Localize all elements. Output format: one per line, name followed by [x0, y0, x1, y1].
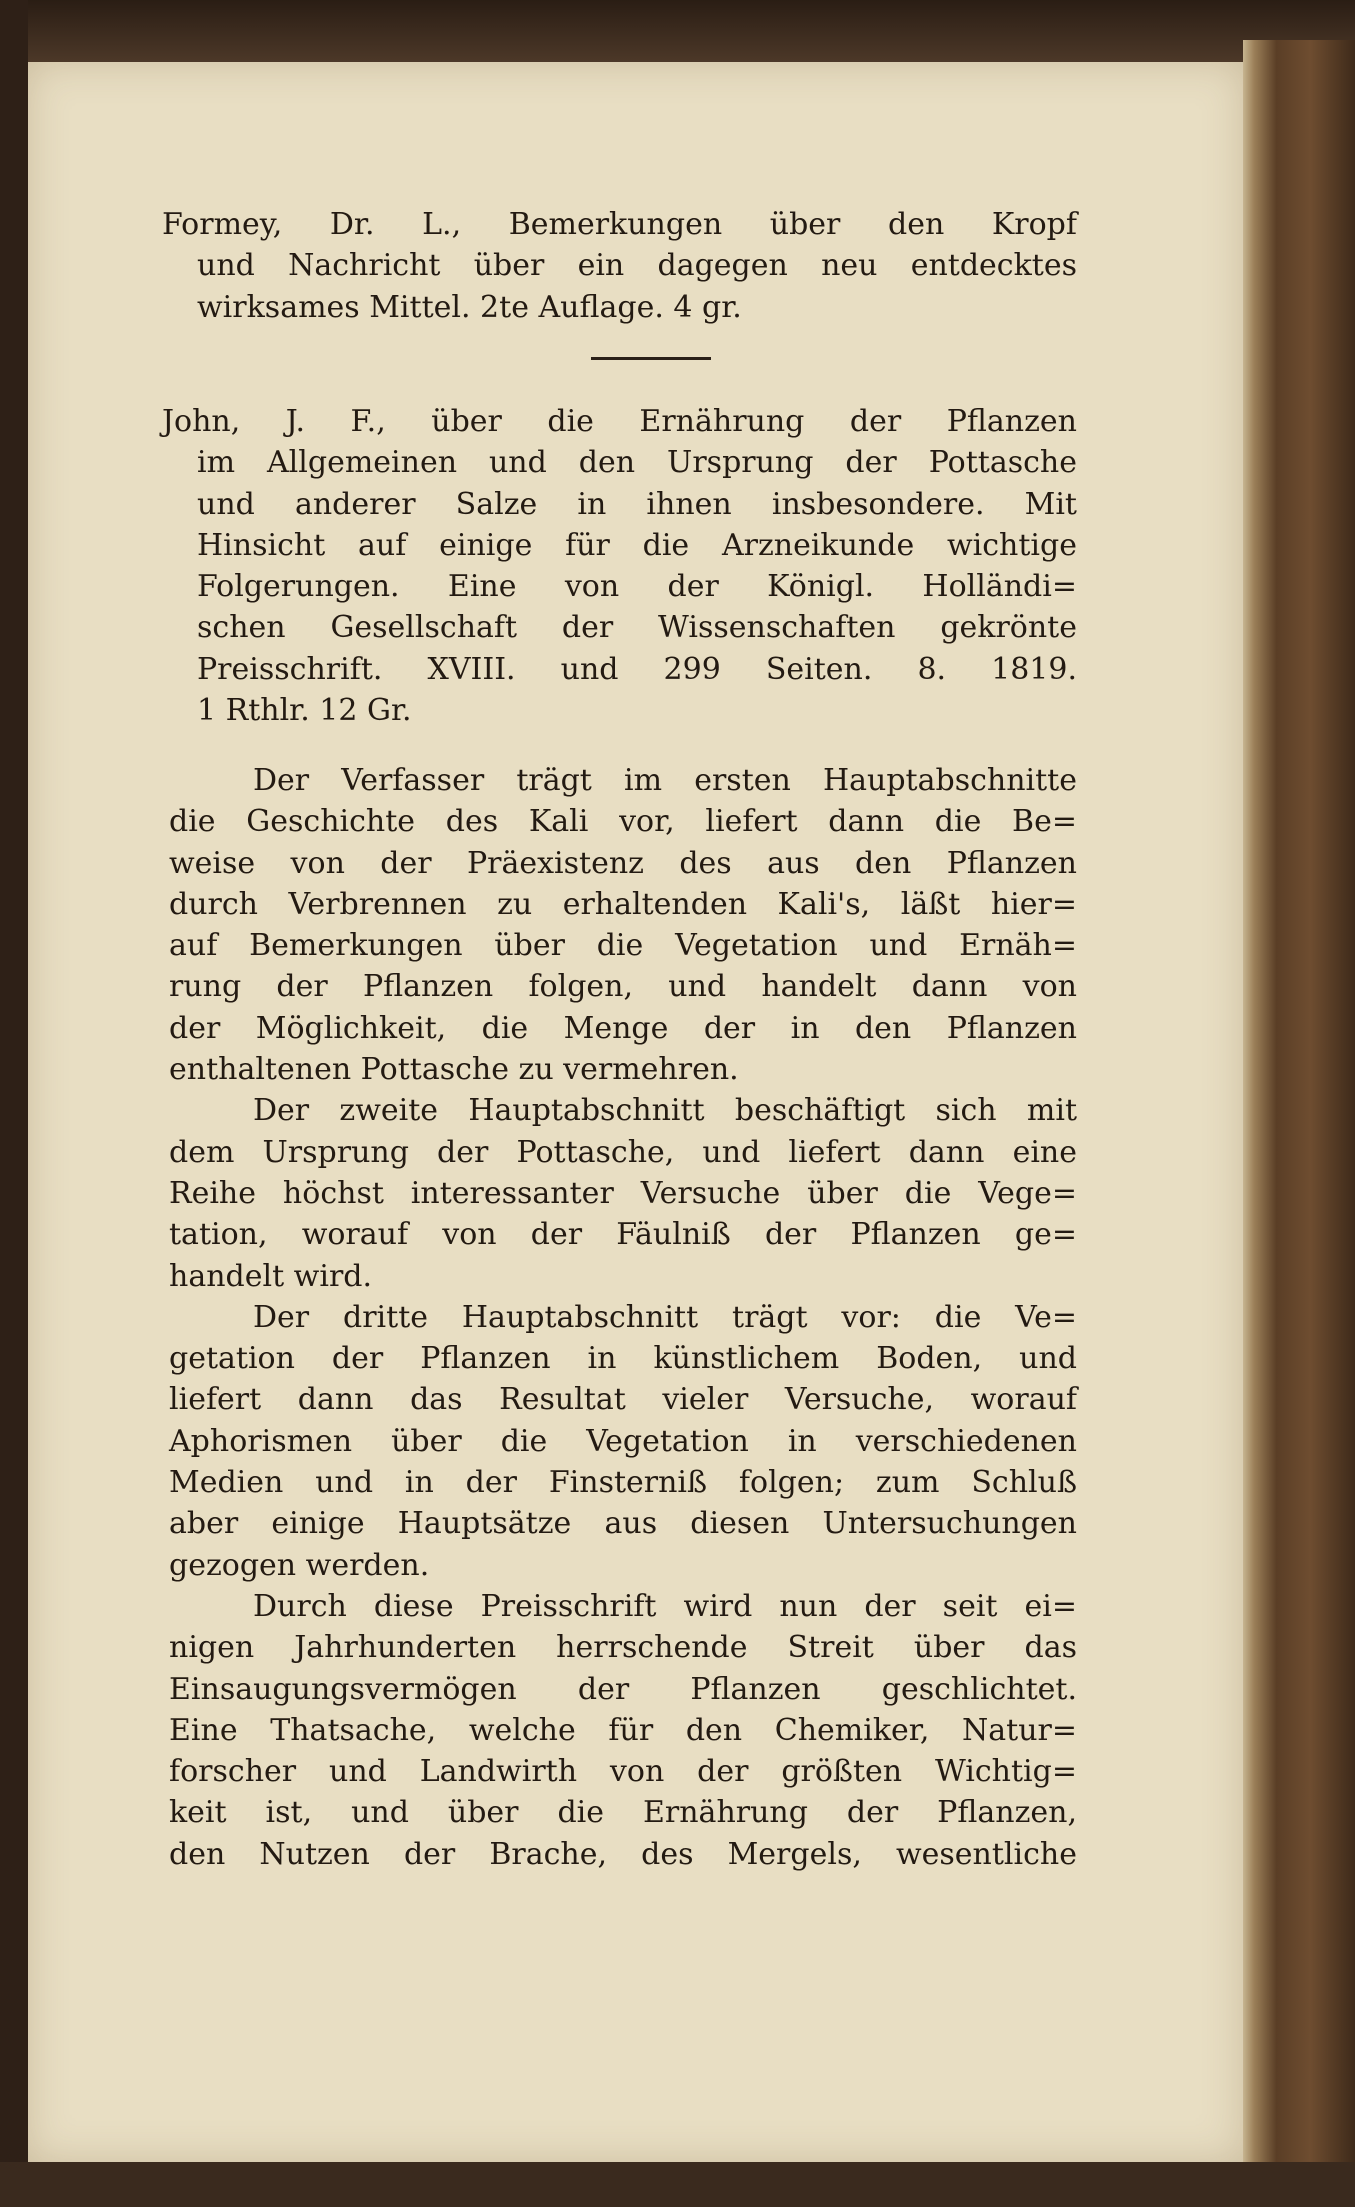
entry-formey: [162, 204, 1077, 328]
paragraph-line: Einsaugungsvermögen der Pflanzen geschlichtet.: [169, 1671, 1077, 1707]
paragraph-line: durch Verbrennen zu erhaltenden Kali's, läßt hier=: [169, 886, 1077, 922]
paragraph-line: Eine Thatsache, welche für den Chemiker, Natur=: [169, 1712, 1077, 1748]
paragraph-line: weise von der Präexistenz des aus den Pflanzen: [169, 845, 1077, 881]
entry-line: im Allgemeinen und den Ursprung der Pottasche: [197, 445, 1077, 481]
entry-line: Preisschrift. XVIII. und 299 Seiten. 8. 1819.: [197, 651, 1077, 687]
paragraph-line: liefert dann das Resultat vieler Versuche, worauf: [169, 1382, 1077, 1418]
paragraph-line: den Nutzen der Brache, des Mergels, wesentliche: [169, 1836, 1077, 1872]
entry-line: und Nachricht über ein dagegen neu entdecktes: [197, 248, 1077, 284]
entry-heading-line: Formey, Dr. L., Bemerkungen über den Kropf: [162, 207, 1077, 242]
entry-john: [162, 401, 1077, 731]
paragraph-line: keit ist, und über die Ernährung der Pflanzen,: [169, 1795, 1077, 1831]
entry-line: 1 Rthlr. 12 Gr.: [197, 693, 412, 729]
entry-line: wirksames Mittel. 2te Auflage. 4 gr.: [197, 289, 742, 325]
paragraph-line: getation der Pflanzen in künstlichem Boden, und: [169, 1341, 1077, 1377]
paragraph-line: die Geschichte des Kali vor, liefert dann die Be=: [169, 804, 1077, 840]
paragraph-line: Der Verfasser trägt im ersten Hauptabschnitte: [253, 763, 1077, 798]
paragraph-line: nigen Jahrhunderten herrschende Streit über das: [169, 1630, 1077, 1666]
paragraph-line: Reihe höchst interessanter Versuche über die Vege=: [169, 1175, 1077, 1211]
book-right-edge: [1243, 40, 1355, 2207]
paragraph-line: Medien und in der Finsterniß folgen; zum Schluß: [169, 1465, 1077, 1501]
book-top-edge: [0, 0, 1355, 62]
entry-line: und anderer Salze in ihnen insbesondere. Mit: [197, 486, 1077, 522]
paragraph-line: enthaltenen Pottasche zu vermehren.: [169, 1052, 739, 1088]
paragraph-line: forscher und Landwirth von der größten Wichtig=: [169, 1754, 1077, 1790]
entry-line: Folgerungen. Eine von der Königl. Holländi=: [197, 569, 1077, 605]
paragraph-line: aber einige Hauptsätze aus diesen Untersuchungen: [169, 1506, 1077, 1542]
paragraph-line: Der zweite Hauptabschnitt beschäftigt sich mit: [253, 1093, 1077, 1129]
paragraph-line: rung der Pflanzen folgen, und handelt dann von: [169, 969, 1077, 1005]
paragraph-line: auf Bemerkungen über die Vegetation und Ernäh=: [169, 928, 1077, 964]
paragraph-line: tation, worauf von der Fäulniß der Pflanzen ge=: [169, 1217, 1077, 1253]
entry-heading-line: John, J. F., über die Ernährung der Pflanzen: [162, 404, 1077, 439]
paragraph-line: der Möglichkeit, die Menge der in den Pflanzen: [169, 1010, 1077, 1046]
book-bottom-edge: [0, 2162, 1355, 2207]
separator-rule: [591, 357, 711, 360]
review-text: [169, 760, 1077, 1875]
entry-line: schen Gesellschaft der Wissenschaften gekrönte: [197, 610, 1077, 646]
paragraph-line: Aphorismen über die Vegetation in verschiedenen: [169, 1423, 1077, 1459]
paragraph-line: gezogen werden.: [169, 1547, 430, 1583]
entry-line: Hinsicht auf einige für die Arzneikunde wichtige: [197, 527, 1077, 563]
book-left-edge: [0, 0, 28, 2207]
paragraph-line: dem Ursprung der Pottasche, und liefert dann eine: [169, 1134, 1077, 1170]
paragraph-line: handelt wird.: [169, 1258, 373, 1294]
paragraph-line: Der dritte Hauptabschnitt trägt vor: die Ve=: [253, 1299, 1077, 1335]
paragraph-line: Durch diese Preisschrift wird nun der seit ei=: [253, 1588, 1077, 1624]
